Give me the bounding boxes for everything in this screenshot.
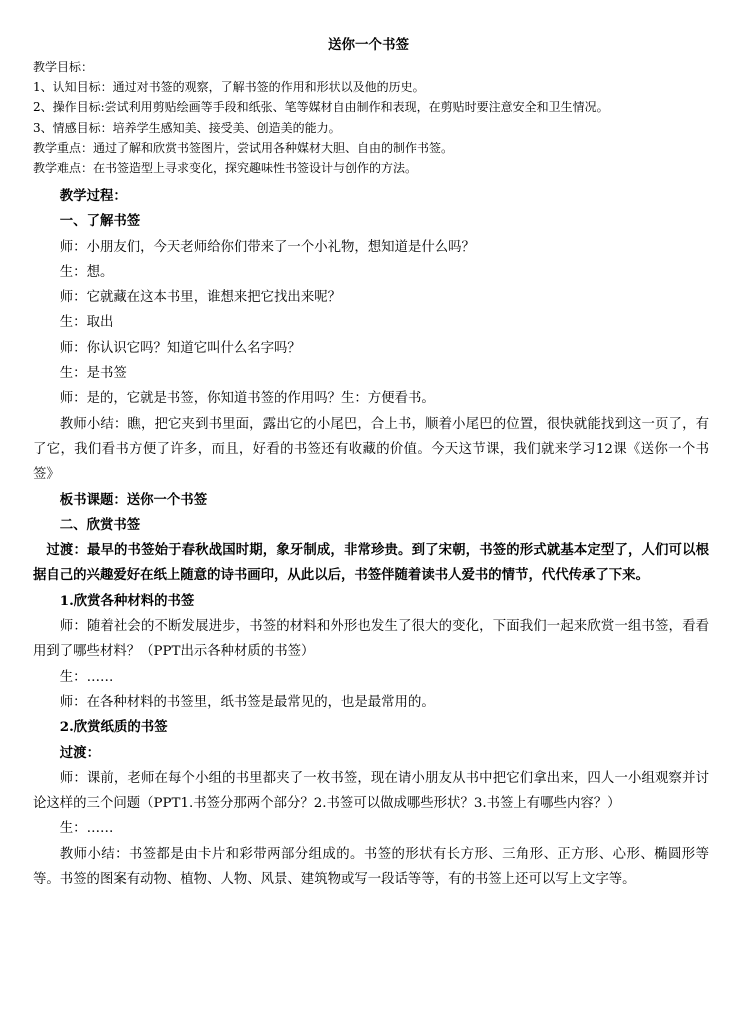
dialogue-line: 师：小朋友们，今天老师给你们带来了一个小礼物，想知道是什么吗？ [59, 239, 475, 255]
process-heading: 教学过程： [59, 188, 127, 204]
teaching-key-point: 教学重点：通过了解和欣赏书签图片，尝试用各种媒材大胆、自由的制作书签。 [33, 140, 454, 155]
dialogue-line: 生：…… [59, 669, 114, 685]
teaching-difficulty: 教学难点：在书签造型上寻求变化，探究趣味性书签设计与创作的方法。 [33, 161, 418, 176]
subsection-heading-1: 1.欣赏各种材料的书签 [59, 592, 195, 609]
dialogue-line: 师：课前，老师在每个小组的书里都夹了一枚书签，现在请小朋友从书中把它们拿出来，四人一小组观察并讨论这样的三个问题（PPT1.书签分那两个部分？2.书签可以做成哪些形状？3.书签上有哪些内容？） [33, 770, 709, 812]
dialogue-line: 生：想。 [59, 264, 114, 280]
teacher-summary: 教师小结：书签都是由卡片和彩带两部分组成的。书签的形状有长方形、三角形、正方形、心形、椭圆形等等。书签的图案有动物、植物、人物、风景、建筑物或写一段话等等，有的书签上还可以写上文字等。 [33, 846, 709, 888]
dialogue-line: 师：随着社会的不断发展进步，书签的材料和外形也发生了很大的变化，下面我们一起来欣赏一组书签，看看用到了哪些材料？（PPT出示各种材质的书签） [33, 619, 709, 660]
teaching-process [33, 184, 709, 892]
dialogue-line: 生：是书签 [59, 366, 127, 382]
dialogue-line: 生：…… [59, 821, 114, 837]
dialogue-line: 生：取出 [59, 315, 114, 331]
dialogue-line: 师：你认识它吗？知道它叫什么名字吗？ [59, 340, 301, 356]
teaching-objectives [33, 57, 713, 178]
objective-cognitive: 1、认知目标：通过对书签的观察，了解书签的作用和形状以及他的历史。 [33, 80, 425, 95]
subsection-heading-2: 2.欣赏纸质的书签 [59, 719, 168, 736]
objectives-heading: 教学目标： [33, 60, 94, 74]
transition-label: 过渡： [59, 744, 100, 761]
objective-emotion: 3、情感目标：培养学生感知美、接受美、创造美的能力。 [33, 120, 341, 135]
section-heading-2: 二、欣赏书签 [59, 516, 141, 533]
teacher-summary: 教师小结：瞧，把它夹到书里面，露出它的小尾巴，合上书，顺着小尾巴的位置，很快就能找到这一页了，有了它，我们看书方便了许多，而且，好看的书签还有收藏的价值。今天这节课，我们就来学习12课《送你一个书签》 [33, 416, 709, 483]
objective-operation: 2、操作目标:尝试利用剪贴绘画等手段和纸张、笔等媒材自由制作和表现，在剪贴时要注意安全和卫生情况。 [33, 100, 609, 115]
board-title: 板书课题：送你一个书签 [59, 491, 208, 508]
document-title: 送你一个书签 [328, 37, 409, 53]
dialogue-line: 师：它就藏在这本书里，谁想来把它找出来呢？ [59, 290, 341, 306]
dialogue-line: 师：是的，它就是书签，你知道书签的作用吗？生：方便看书。 [59, 391, 435, 407]
dialogue-line: 师：在各种材料的书签里，纸书签是最常见的，也是最常用的。 [59, 694, 435, 710]
section-heading-1: 一、了解书签 [59, 213, 141, 230]
transition-paragraph: 过渡：最早的书签始于春秋战国时期，象牙制成，非常珍贵。到了宋朝，书签的形式就基本定型了，人们可以根据自己的兴趣爱好在纸上随意的诗书画印，从此以后，书签伴随着读书人爱书的情节，代代传承了下来。 [33, 542, 709, 584]
